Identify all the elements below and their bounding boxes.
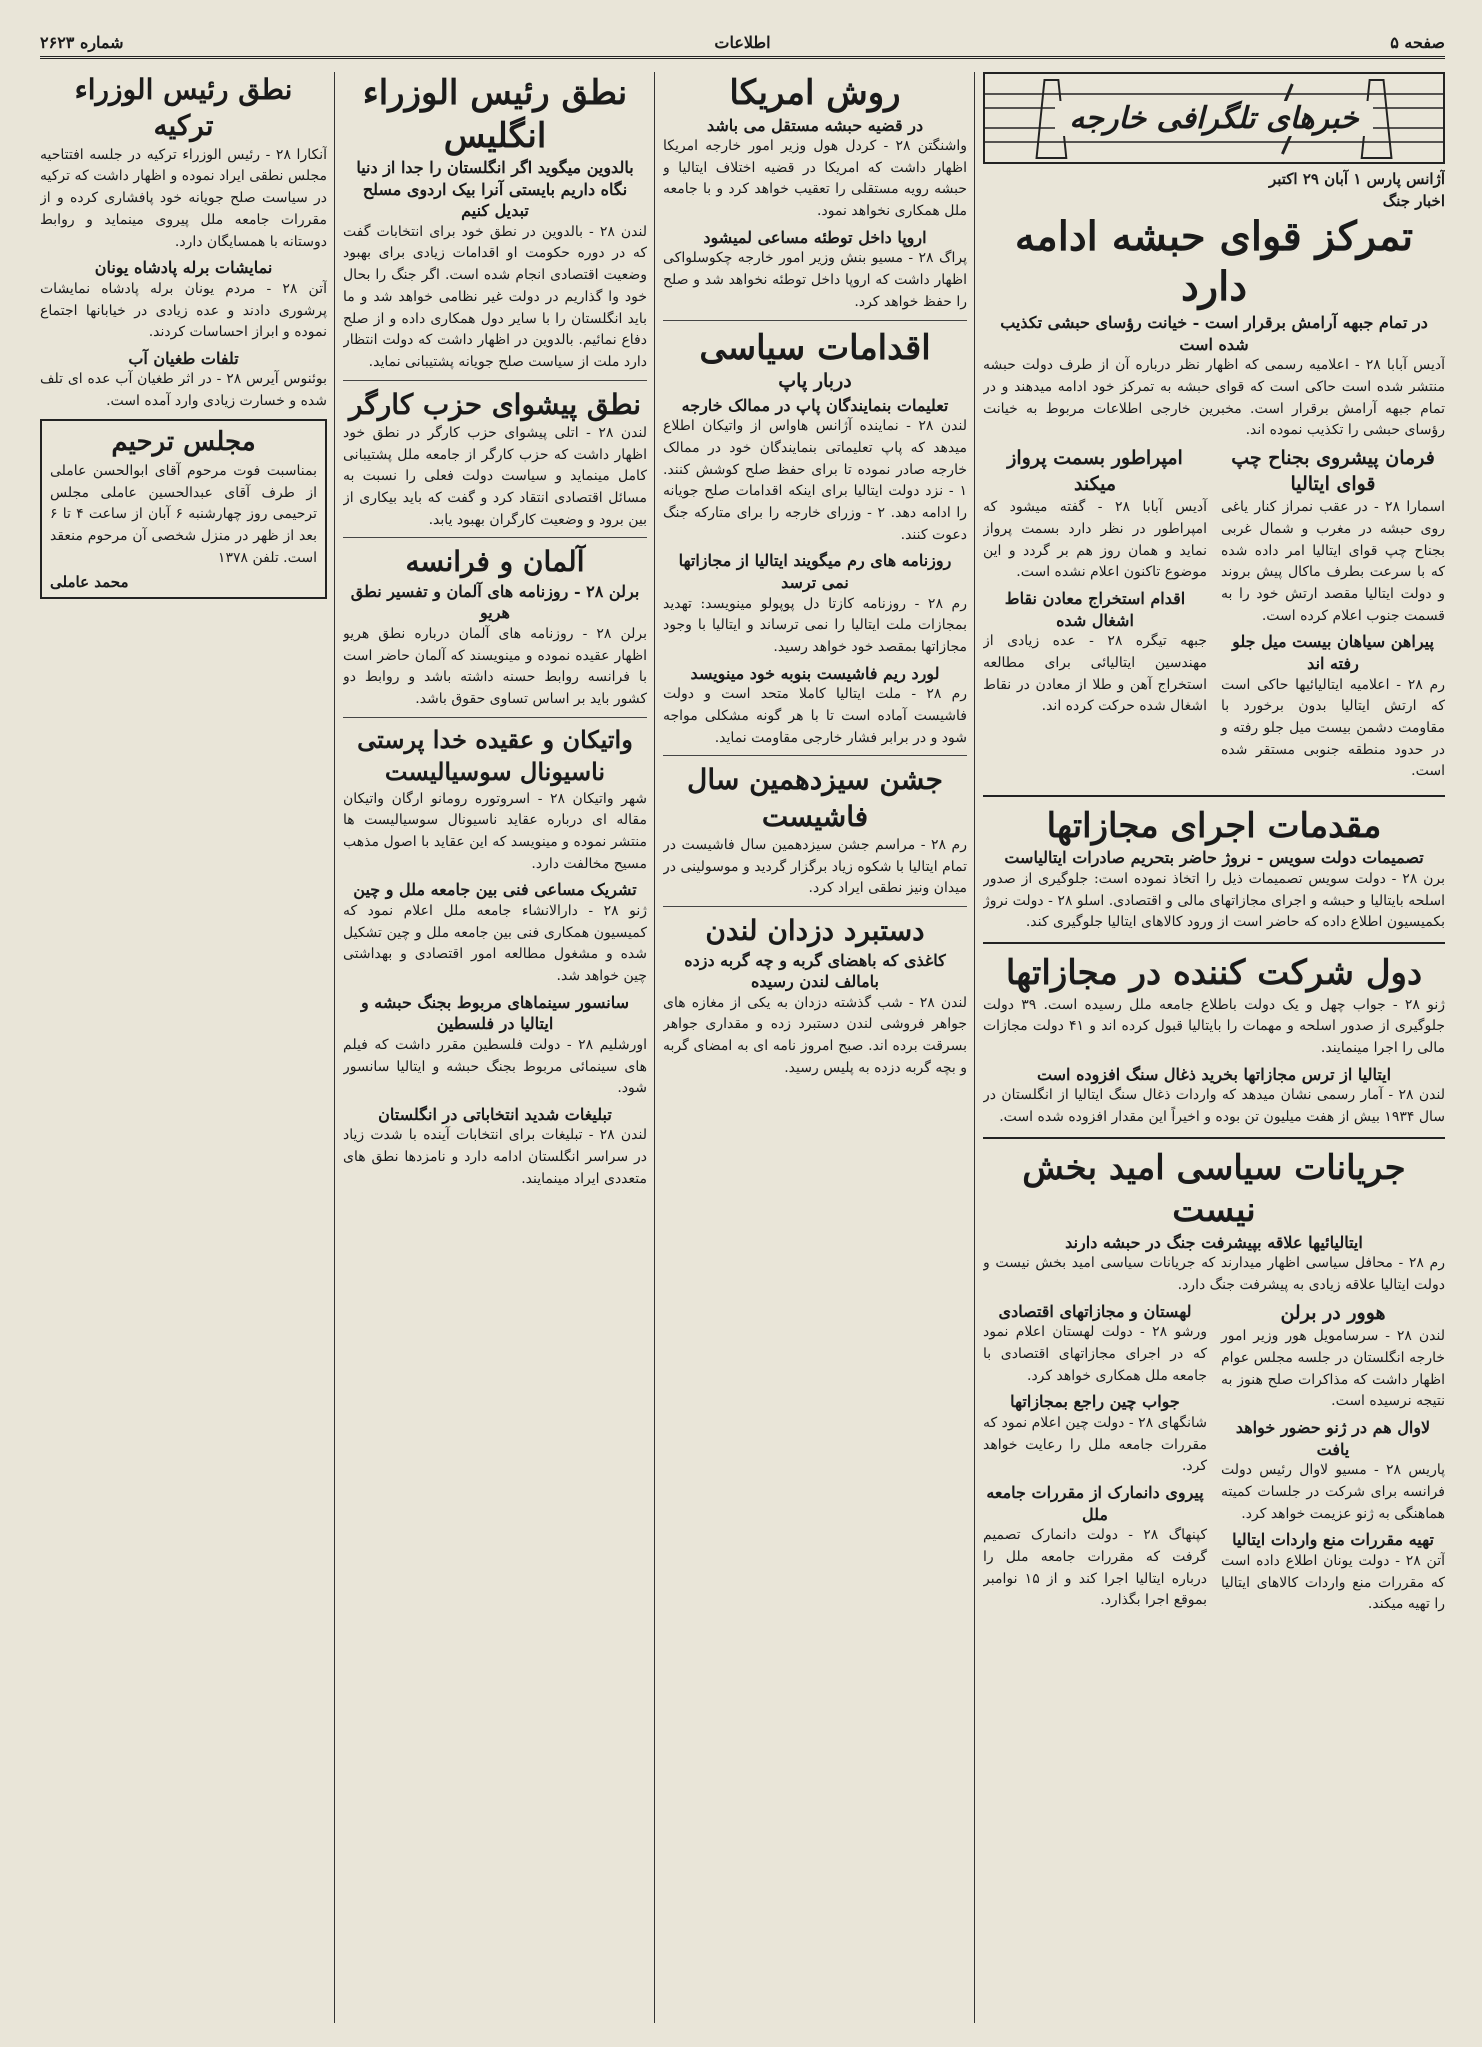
article-labour: لندن ۲۸ - اتلی پیشوای حزب کارگر در نطق خود اظهار داشت که حزب کارگر از جامعه ملل پشتیبانی کامل مینماید و سیاست دولت فعلی را نسبت به مسائل اقتصادی انتقاد کرد و گفت که باید بیکاری از بین برود و وضعیت کارگران بهبود یابد. [343, 424, 647, 528]
article-europe: پراگ ۲۸ - مسیو بنش وزیر امور خارجه چکوسلواکی اظهار داشت که اروپا داخل توطئه نخواهد شد و صلح را حفظ خواهد کرد. [663, 250, 967, 310]
section-label: اخبار جنگ [1382, 192, 1445, 210]
newspaper-page [40, 28, 1445, 2023]
article-palestine: اورشلیم ۲۸ - دولت فلسطین مقرر داشت که فیلم های سینمائی مربوط بجنگ حبشه و ایتالیا سانسور شود. [343, 1036, 647, 1097]
article-import-ban: آتن ۲۸ - دولت یونان اطلاع داده است که مقررات منع واردات کالاهای ایتالیا را تهیه میکند. [1221, 1552, 1445, 1613]
subhead-pope: دربار پاپ [778, 370, 852, 392]
memorial-signature: محمد عاملی [50, 573, 129, 592]
headline-vatican: واتیکان و عقیده خدا پرستی ناسیونال سوسیالیست [357, 724, 633, 787]
article-uk-pm: لندن ۲۸ - بالدوین در نطق خود برای انتخابات گفت که در دوره حکومت او اقدامات زیادی برای بهبود وضعیت اقتصادی انجام شده است. اگر جنگ را بحال خود وا گذاریم در دولت غیر نظامی خواهد شد و ما باید انگلستان را با سایر دول همکاری داده و از صلح دفاع نمائیم. بالدوین در اظهار داشت که دولت انتظار دارد ملت از سیاست صلح جویانه پشتیبانی نماید. [343, 223, 647, 370]
article-vatican: شهر واتیکان ۲۸ - اسروتوره رومانو ارگان واتیکان مقاله ای درباره عقاید ناسیونال سوسیالیست ها منتشر نموده و مینویسد که این عقاید با اصول مذهب مسیح مخالفت دارد. [343, 790, 647, 872]
headline-london-thieves: دستبرد دزدان لندن [705, 914, 925, 948]
headline-sanctions: مقدمات اجرای مجازاتها [1046, 805, 1382, 846]
headline-turkey-pm: نطق رئیس الوزراء ترکیه [74, 73, 293, 143]
article-coal-purchase: لندن ۲۸ - آمار رسمی نشان میدهد که واردات ذغال سنگ ایتالیا از انگلستان در سال ۱۹۳۴ بیش از هفت میلیون تن بوده و اخیراً این مقدار افزوده شده است. [983, 1087, 1445, 1125]
column-politics [663, 72, 967, 2023]
headline-import-ban: تهیه مقررات منع واردات ایتالیا [1232, 1530, 1434, 1550]
headline-ethiopia-forces: تمرکز قوای حبشه ادامه دارد [1014, 213, 1414, 310]
headline-fascist-paper: لورد ریم فاشیست بنوبه خود مینویسد [690, 663, 940, 683]
memorial-notice [40, 419, 327, 599]
headline-uk-pm: نطق رئیس الوزراء انگلیس [362, 73, 628, 156]
headline-fascism-anniversary: جشن سیزدهمین سال فاشیست [687, 763, 943, 833]
subhead-ethiopia-forces: در تمام جبهه آرامش برقرار است - خیانت رؤسای حبشی تکذیب شده است [1000, 313, 1428, 354]
memorial-text: بمناسبت فوت مرحوم آقای ابوالحسن عاملی از طرف آقای عبدالحسین عاملی مجلس ترحیمی روز چهارشنبه ۶ آبان از ساعت ۴ تا ۶ بعد از ظهر در منزل شخصی آن مرحوم منعقد است. تلفن ۱۳۷۸ [50, 462, 317, 566]
headline-political-currents: جریانات سیاسی امید بخش نیست [1022, 1147, 1406, 1231]
subhead-london-thieves: کاغذی که باهضای گربه و چه گربه دزده بامالف لندن رسیده [684, 950, 946, 992]
headline-league-china: تشریک مساعی فنی بین جامعه ملل و چین [353, 880, 637, 900]
banner-title: خبرهای تلگرافی خارجه [1055, 101, 1372, 136]
headline-coal-purchase: ایتالیا از ترس مجازاتها بخرید ذغال سنگ افزوده است [1036, 1064, 1392, 1084]
headline-europe: اروپا داخل توطئه مساعی لمیشود [703, 227, 927, 247]
paper-name: اطلاعات [714, 32, 771, 52]
article-mines: جبهه تیگره ۲۸ - عده زیادی از مهندسین ایتالیائی برای مطالعه استخراج آهن و طلا از معادن در نقاط اشغال شده حرکت کرده اند. [983, 633, 1207, 715]
article-china-reply: شانگهای ۲۸ - دولت چین اعلام نمود که مقررات جامعه ملل را رعایت خواهد کرد. [983, 1414, 1207, 1475]
headline-uk-election: تبلیغات شدید انتخاباتی در انگلستان [378, 1104, 612, 1124]
article-blackshirts: رم ۲۸ - اعلامیه ایتالیائیها حاکی است که ارتش ایتالیا بدون برخورد با مقاومت دشمن بیست میل جلو رفته و در حدود منطقه جنوبی مستقر شده است. [1221, 676, 1445, 780]
headline-italy-advance: فرمان پیشروی بجناح چپ قوای ایتالیا [1231, 446, 1435, 495]
issue-number: شماره ۲۶۲۳ [40, 32, 124, 52]
article-denmark: کپنهاگ ۲۸ - دولت دانمارک تصمیم گرفت که مقررات جامعه ملل را درباره ایتالیا اجرا کند و از ۱۵ نوامبر بموقع اجرا بگذارد. [983, 1527, 1207, 1609]
article-fascist-paper: رم ۲۸ - ملت ایتالیا کاملا متحد است و دولت فاشیست آماده است تا با هر گونه مشکلی مواجه شود و در برابر فشار خارجی مقاومت نماید. [663, 686, 967, 746]
agency-line: آژانس پارس ۱ آبان ۲۹ اکتبر [1268, 170, 1445, 188]
subhead-germany-france: برلن ۲۸ - روزنامه های آلمان و تفسیر نطق هریو [350, 581, 640, 623]
two-column-block [983, 446, 1445, 787]
masthead [40, 28, 1445, 59]
article-laval: پاریس ۲۸ - مسیو لاوال رئیس دولت فرانسه برای شرکت در جلسات کمیته هماهنگی به ژنو عزیمت خواهد کرد. [1221, 1462, 1445, 1522]
headline-hoare: هوور در برلن [1280, 1301, 1386, 1324]
telegraph-banner [983, 72, 1445, 164]
memorial-title: مجلس ترحیم [111, 426, 256, 457]
column-divider [334, 72, 335, 2023]
headline-labour: نطق پیشوای حزب کارگر [348, 387, 642, 421]
article-us-policy: واشنگتن ۲۸ - کردل هول وزیر امور خارجه امریکا اظهار داشت که امریکا در قضیه اختلاف ایتالیا و حبشه رویه مستقلی را تعقیب خواهد کرد و با جامعه ملل همکاری نخواهد نمود. [663, 138, 967, 220]
article-flood: بوئنوس آیرس ۲۸ - در اثر طغیان آب عده ای تلف شده و خسارت زیادی وارد آمده است. [40, 371, 327, 410]
headline-blackshirts: پیراهن سیاهان بیست میل جلو رفته اند [1232, 632, 1434, 673]
article-greece: آتن ۲۸ - مردم یونان برله پادشاه نمایشات پرشوری دادند و عده زیادی در خیابانها اجتماع نموده و ابراز احساسات کردند. [40, 280, 327, 341]
article-poland: ورشو ۲۸ - دولت لهستان اعلام نمود که در اجرای مجازاتهای اقتصادی با جامعه ملل همکاری خواهد کرد. [983, 1324, 1207, 1384]
headline-emperor-flight: امپراطور بسمت پرواز میکند [1007, 446, 1183, 495]
article-political-currents: رم ۲۸ - محافل سیاسی اظهار میدارند که جریانات سیاسی امید بخش نیست و دولت ایتالیا علاقه زیادی به پیشرفت جنگ دارد. [983, 1255, 1445, 1293]
article-hoare: لندن ۲۸ - سرسامویل هور وزیر امور خارجه انگلستان در جلسه مجلس عوام اظهار داشت که مذاکرات صلح هنوز به نتیجه نرسیده است. [1221, 1328, 1445, 1410]
article-emperor-flight: آدیس آبابا ۲۸ - گفته میشود که امپراطور در نظر دارد بسمت پرواز نماید و همان روز هم بر گردد و این موضوع تاکنون اعلام نشده است. [983, 499, 1208, 581]
article-participating-states: ژنو ۲۸ - جواب چهل و یک دولت باطلاع جامعه ملل رسیده است. ۳۹ دولت جلوگیری از صدور اسلحه و مهمات را بایتالیا قبول کرده اند و ۴۱ دولت مجازات مالی را اجرا مینمایند. [983, 996, 1445, 1056]
column-regional [40, 72, 327, 2023]
headline-mines: اقدام استخراج معادن نقاط اشغال شده [1004, 588, 1186, 630]
article-turkey-pm: آنکارا ۲۸ - رئیس الوزراء ترکیه در جلسه افتتاحیه مجلس نطقی ایراد نموده و اظهار داشت که ترکیه در سیاست صلح جویانه خود پافشاری کرده و از مقررات جامعه ملل پیروی مینماید و روابط دوستانه با همسایگان دارد. [40, 146, 327, 250]
subhead-sanctions: تصمیمات دولت سویس - نروژ حاضر بتحریم صادرات ایتالیاست [1004, 848, 1424, 868]
article-ethiopia-forces: آدیس آبابا ۲۸ - اعلامیه رسمی که اظهار نظر درباره آن از طرف دولت حبشه منتشر شده است حاکی است که قوای حبشه به تمرکز خود ادامه میدهند و در تمام جبهه آرامش برقرار است. مخبرین خارجی اطلاعات مربوط به خیانت رؤسای حبشی را تکذیب نموده اند. [983, 357, 1445, 439]
article-pope: لندن ۲۸ - نماینده آژانس هاواس از واتیکان اطلاع میدهد که پاپ تعلیماتی بنمایندگان خود در ممالک خارجه صادر نموده تا برای حفظ صلح کوشش کنند. ۱ - نزد دولت ایتالیا برای اینکه اقدامات صلح جویانه را ادامه دهد. ۲ - وزرای خارجه را برای متارکه جنگ دعوت کنند. [663, 418, 967, 543]
headline-poland: لهستان و مجازاتهای اقتصادی [998, 1301, 1192, 1321]
headline-laval: لاوال هم در ژنو حضور خواهد یافت [1235, 1418, 1431, 1459]
headline-denmark: پیروی دانمارک از مقررات جامعه ملل [986, 1482, 1204, 1524]
page-label: صفحه ۵ [1390, 32, 1445, 52]
article-sanctions: برن ۲۸ - دولت سویس تصمیمات ذیل را اتخاذ نموده است: جلوگیری از صدور اسلحه بایتالیا و حبشه و اجرای مجازاتهای مالی و اقتصادی. اسلو ۲۸ - دولت نروژ بکمیسیون اطلاع داده که حاضر است از ورود کالاهای ایتالیا جلوگیری کند. [983, 871, 1445, 931]
headline-flood: تلفات طغیان آب [128, 348, 239, 368]
article-league-china: ژنو ۲۸ - دارالانشاء جامعه ملل اعلام نمود که کمیسیون همکاری فنی بین جامعه ملل و چین تشکیل شده و مشغول مطالعه امور اقتصادی و بهداشتی چین خواهد شد. [343, 902, 647, 984]
subhead-political-currents: ایتالیائیها علاقه بپیشرفت جنگ در حبشه دارند [1065, 1232, 1363, 1252]
headline-germany-france: آلمان و فرانسه [405, 545, 585, 579]
subhead-pope-instructions: تعلیمات بنمایندگان پاپ در ممالک خارجه [681, 395, 949, 415]
article-london-thieves: لندن ۲۸ - شب گذشته دزدان به یکی از مغازه های جواهر فروشی لندن دستبرد زده و مقداری جواهر بسرقت برده اند. صبح امروز نامه ای به امضای گربه و بچه گربه دزده به پلیس رسید. [663, 994, 967, 1076]
article-fascism-anniversary: رم ۲۸ - مراسم جشن سیزدهمین سال فاشیست در تمام ایتالیا با شکوه زیاد برگزار گردید و موسولینی در میدان ونیز نطقی ایراد کرد. [663, 837, 967, 897]
article-uk-election: لندن ۲۸ - تبلیغات برای انتخابات آینده با شدت زیاد در سراسر انگلستان ادامه دارد و نامزدها نطق های متعددی ایراد مینمایند. [343, 1127, 647, 1187]
two-column-block [983, 1301, 1445, 1620]
column-foreign-news [983, 72, 1445, 2023]
subhead-us-policy: در قضیه حبشه مستقل می باشد [706, 115, 924, 135]
headline-political-measures: اقدامات سیاسی [699, 327, 931, 368]
headline-greece: نمایشات برله پادشاه یونان [94, 258, 273, 278]
column-britain [343, 72, 647, 2023]
article-rome-papers: رم ۲۸ - روزنامه کازتا دل پوپولو مینویسد: تهدید بمجازات ملت ایتالیا را نمی ترساند و ایتالیا با وجود مجازاتها بمقصد خود خواهد رسید. [663, 595, 967, 655]
article-germany-france: برلن ۲۸ - روزنامه های آلمان درباره نطق هریو اظهار عقیده نموده و مینویسند که آلمان حاضر است با فرانسه روابط حسنه داشته باشد و روابط دو کشور باید بر اساس تساوی حقوق باشد. [343, 626, 647, 708]
headline-rome-papers: روزنامه های رم میگویند ایتالیا از مجازاتها نمی ترسد [678, 551, 952, 592]
headline-china-reply: جواب چین راجع بمجازاتها [1010, 1392, 1180, 1412]
article-italy-advance: اسمارا ۲۸ - در عقب نمراز کنار یاغی روی حبشه در مغرب و شمال غربی بجناح چپ قوای ایتالیا امر داده شده که با سرعت بطرف ماکال پیش بروند و دولت ایتالیا مقصد ارتش خود را به قسمت جنوب اعلام کرده است. [1221, 499, 1445, 624]
column-divider [654, 72, 655, 2023]
column-divider [974, 72, 975, 2023]
headline-palestine: سانسور سینماهای مربوط بجنگ حبشه و ایتالیا در فلسطین [360, 992, 629, 1034]
subhead-uk-pm: بالدوین میگوید اگر انگلستان را جدا از دنیا نگاه داریم بایستی آنرا بیک اردوی مسلح تبدیل کنیم [356, 158, 634, 221]
headline-participating-states: دول شرکت کننده در مجازاتها [1005, 953, 1423, 994]
headline-us-policy: روش امریکا [729, 73, 901, 113]
